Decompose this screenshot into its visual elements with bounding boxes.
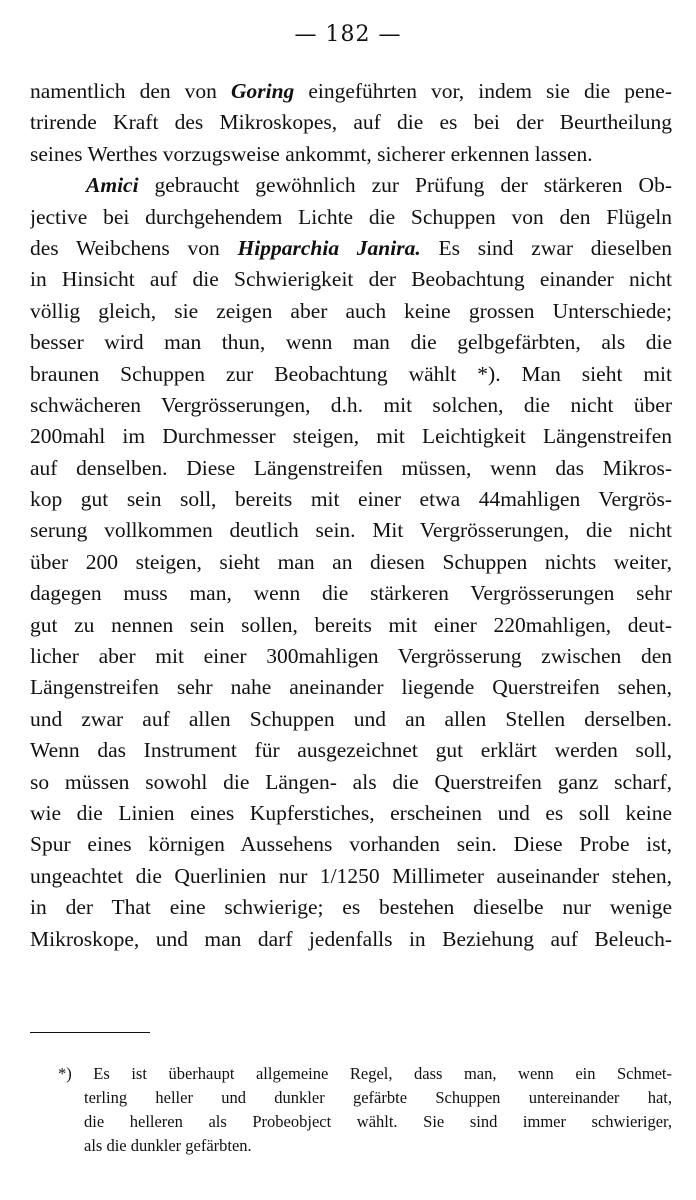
text-run: wie die Linien eines Kupferstiches, erscheinen und es soll keine bbox=[30, 800, 672, 825]
italic-name: Goring bbox=[230, 79, 295, 103]
text-line bbox=[30, 578, 672, 609]
text-line bbox=[30, 704, 672, 735]
text-run: besser wird man thun, wenn man die gelbgefärbten, als die bbox=[30, 330, 672, 355]
text-line bbox=[30, 892, 672, 923]
text-run: 200mahl im Durchmesser steigen, mit Leichtigkeit Längenstreifen bbox=[30, 424, 672, 449]
italic-name: Hipparchia Janira. bbox=[237, 235, 421, 260]
text-line bbox=[30, 515, 672, 546]
text-run: und zwar auf allen Schuppen und an allen Stellen derselben. bbox=[30, 706, 672, 731]
text-run: kop gut sein soll, bereits mit einer etwa 44mahligen Vergrös- bbox=[30, 487, 672, 512]
text-run: Es sind zwar dieselben bbox=[420, 235, 672, 260]
text-run: schwächeren Vergrösserungen, d.h. mit solchen, die nicht über bbox=[30, 392, 672, 417]
text-line bbox=[30, 139, 672, 170]
text-line bbox=[30, 610, 672, 641]
text-run: des Weibchens von bbox=[30, 235, 238, 260]
text-run: serung vollkommen deutlich sein. Mit Vergrösserungen, die nicht bbox=[30, 518, 672, 543]
text-run: in Hinsicht auf die Schwierigkeit der Beobachtung einander nicht bbox=[30, 267, 672, 292]
text-line bbox=[30, 484, 672, 515]
text-line bbox=[30, 767, 672, 798]
text-line bbox=[30, 170, 672, 201]
text-line bbox=[30, 233, 672, 264]
page-number: — 182 — bbox=[294, 22, 402, 47]
text-line bbox=[30, 202, 672, 233]
text-line bbox=[30, 861, 672, 892]
text-run: ungeachtet die Querlinien nur 1/1250 Millimeter auseinander stehen, bbox=[30, 863, 672, 888]
text-run: in der That eine schwierige; es bestehen dieselbe nur wenige bbox=[30, 895, 672, 920]
text-run: gebraucht gewöhnlich zur Prüfung der stärkeren Ob- bbox=[138, 173, 672, 198]
footnote-line: terling heller und dunkler gefärbte Schuppen untereinander hat, bbox=[84, 1088, 672, 1107]
footnote-line: die helleren als Probeobject wählt. Sie sind immer schwieriger, bbox=[84, 1112, 672, 1131]
footnote-line: als die dunkler gefärbten. bbox=[84, 1136, 252, 1155]
text-run: braunen Schuppen zur Beobachtung wählt *). Man sieht mit bbox=[30, 361, 672, 386]
text-line bbox=[30, 76, 672, 107]
text-run: völlig gleich, sie zeigen aber auch keine grossen Unterschiede; bbox=[30, 298, 672, 323]
text-run: über 200 steigen, sieht man an diesen Schuppen nichts weiter, bbox=[30, 549, 672, 574]
text-run: Längenstreifen sehr nahe aneinander liegende Querstreifen sehen, bbox=[30, 675, 672, 700]
text-run: Wenn das Instrument für ausgezeichnet gut erklärt werden soll, bbox=[30, 738, 672, 763]
footnote bbox=[58, 1062, 672, 1158]
text-line bbox=[30, 264, 672, 295]
text-run: namentlich den von bbox=[30, 79, 231, 103]
footnote-separator bbox=[30, 1032, 150, 1033]
text-line bbox=[30, 453, 672, 484]
text-line bbox=[30, 924, 672, 955]
text-run: trirende Kraft des Mikroskopes, auf die es bei der Beurtheilung bbox=[30, 110, 672, 135]
main-text bbox=[30, 76, 672, 955]
text-run: auf denselben. Diese Längenstreifen müssen, wenn das Mikros- bbox=[30, 455, 672, 480]
text-line bbox=[30, 641, 672, 672]
text-run: so müssen sowohl die Längen- als die Querstreifen ganz scharf, bbox=[30, 769, 672, 794]
text-line bbox=[30, 547, 672, 578]
text-line bbox=[30, 421, 672, 452]
text-line bbox=[30, 390, 672, 421]
italic-name: Amici bbox=[86, 173, 139, 198]
text-line bbox=[30, 798, 672, 829]
footnote-line: *) Es ist überhaupt allgemeine Regel, dass man, wenn ein Schmet- bbox=[58, 1064, 672, 1083]
text-line bbox=[30, 327, 672, 358]
text-line bbox=[30, 359, 672, 390]
text-line bbox=[30, 735, 672, 766]
text-run: Mikroskope, und man darf jedenfalls in Beziehung auf Beleuch- bbox=[30, 926, 672, 951]
text-run: seines Werthes vorzugsweise ankommt, sicherer erkennen lassen. bbox=[30, 141, 593, 166]
text-run: jective bei durchgehendem Lichte die Schuppen von den Flügeln bbox=[30, 204, 672, 229]
text-line bbox=[30, 296, 672, 327]
text-line bbox=[30, 829, 672, 860]
text-run: Spur eines körnigen Aussehens vorhanden sein. Diese Probe ist, bbox=[30, 832, 672, 857]
text-line bbox=[30, 107, 672, 138]
text-run: licher aber mit einer 300mahligen Vergrösserung zwischen den bbox=[30, 644, 672, 669]
text-run: dagegen muss man, wenn die stärkeren Vergrösserungen sehr bbox=[30, 581, 672, 606]
text-run: gut zu nennen sein sollen, bereits mit einer 220mahligen, deut- bbox=[30, 612, 672, 637]
text-line bbox=[30, 672, 672, 703]
text-run: eingeführten vor, indem sie die pene- bbox=[294, 79, 672, 103]
